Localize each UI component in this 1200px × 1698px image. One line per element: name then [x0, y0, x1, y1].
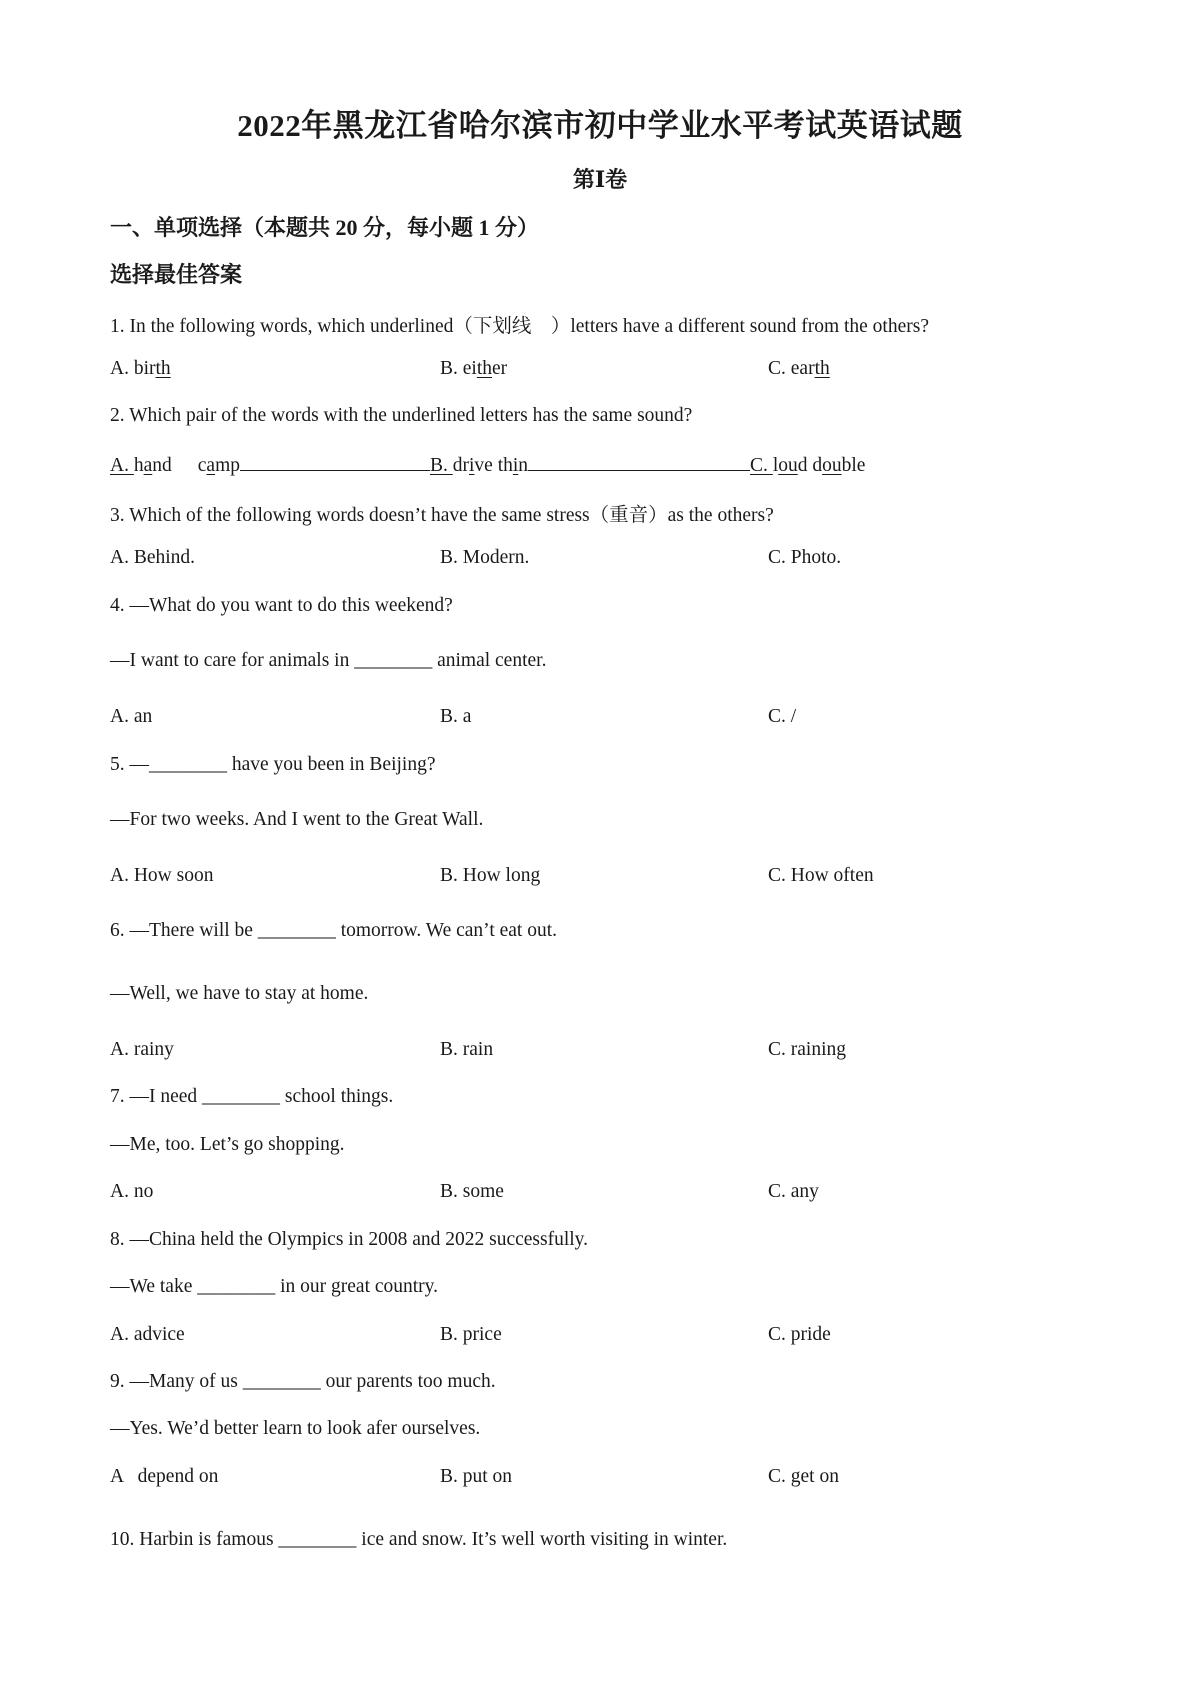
question-10-stem: 10. Harbin is famous ________ ice and snow. It’s well worth visiting in winter. — [110, 1529, 728, 1550]
underline-blank — [528, 452, 750, 471]
question-8-option-b: B. price — [440, 1324, 502, 1345]
question-5-option-c: C. How often — [768, 865, 874, 886]
question-2-option-b-label: B. — [429, 455, 453, 476]
question-4-stem: 4. —What do you want to do this weekend? — [110, 595, 453, 616]
question-8-option-c: C. pride — [768, 1324, 831, 1345]
question-8-stem: 8. —China held the Olympics in 2008 and 2022 successfully. — [110, 1229, 589, 1250]
question-6-option-b: B. rain — [440, 1039, 494, 1060]
question-8-stem-reply: —We take ________ in our great country. — [110, 1276, 439, 1297]
question-8-option-a: A. advice — [110, 1324, 185, 1345]
page-title: 2022年黑龙江省哈尔滨市初中学业水平考试英语试题 — [237, 108, 963, 143]
question-7-option-a: A. no — [110, 1181, 154, 1202]
question-5-stem: 5. —________ have you been in Beijing? — [110, 754, 436, 775]
underline-blank — [240, 452, 430, 471]
question-4-option-c: C. / — [768, 706, 797, 727]
question-1-option-a: A. birth — [110, 358, 171, 379]
question-3-option-b: B. Modern. — [440, 547, 530, 568]
question-5-option-a: A. How soon — [110, 865, 214, 886]
question-2-stem: 2. Which pair of the words with the underlined letters has the same sound? — [110, 405, 693, 426]
question-3-option-a: A. Behind. — [110, 547, 196, 568]
question-6-option-c: C. raining — [768, 1039, 846, 1060]
question-9-option-a: A depend on — [110, 1466, 219, 1487]
question-2-option-c-label: C. — [750, 455, 773, 476]
question-7-stem: 7. —I need ________ school things. — [110, 1086, 394, 1107]
question-9-stem-reply: —Yes. We’d better learn to look afer ourselves. — [110, 1418, 481, 1439]
question-1-option-b: B. either — [440, 358, 508, 379]
question-3-option-c: C. Photo. — [768, 547, 842, 568]
question-7-option-c: C. any — [768, 1181, 819, 1202]
question-3-stem: 3. Which of the following words doesn’t have the same stress（重音）as the others? — [110, 505, 774, 526]
question-9-stem: 9. —Many of us ________ our parents too much. — [110, 1371, 496, 1392]
question-1-stem: 1. In the following words, which underlined（下划线 ）letters have a different sound from the others? — [110, 316, 929, 337]
question-6-option-a: A. rainy — [110, 1039, 174, 1060]
question-6-stem: 6. —There will be ________ tomorrow. We can’t eat out. — [110, 920, 558, 941]
question-9-option-c: C. get on — [768, 1466, 839, 1487]
question-9-option-b: B. put on — [440, 1466, 513, 1487]
section-heading: 一、单项选择（本题共 20 分，每小题 1 分） — [110, 215, 540, 240]
question-5-option-b: B. How long — [440, 865, 541, 886]
question-7-option-b: B. some — [440, 1181, 504, 1202]
section-instruction: 选择最佳答案 — [110, 262, 243, 287]
question-1-option-c: C. earth — [768, 358, 830, 379]
volume-label: 第Ⅰ卷 — [572, 167, 628, 192]
question-4-option-a: A. an — [110, 706, 153, 727]
question-4-stem-reply: —I want to care for animals in ________ animal center. — [110, 650, 547, 671]
question-6-stem-reply: —Well, we have to stay at home. — [110, 983, 369, 1004]
question-2-option-a-label: A. — [110, 455, 134, 476]
question-2-options: A. hand camp B. drive thin C. loud double — [110, 452, 865, 477]
question-4-option-b: B. a — [440, 706, 472, 727]
question-7-stem-reply: —Me, too. Let’s go shopping. — [110, 1134, 345, 1155]
question-5-stem-reply: —For two weeks. And I went to the Great Wall. — [110, 809, 484, 830]
